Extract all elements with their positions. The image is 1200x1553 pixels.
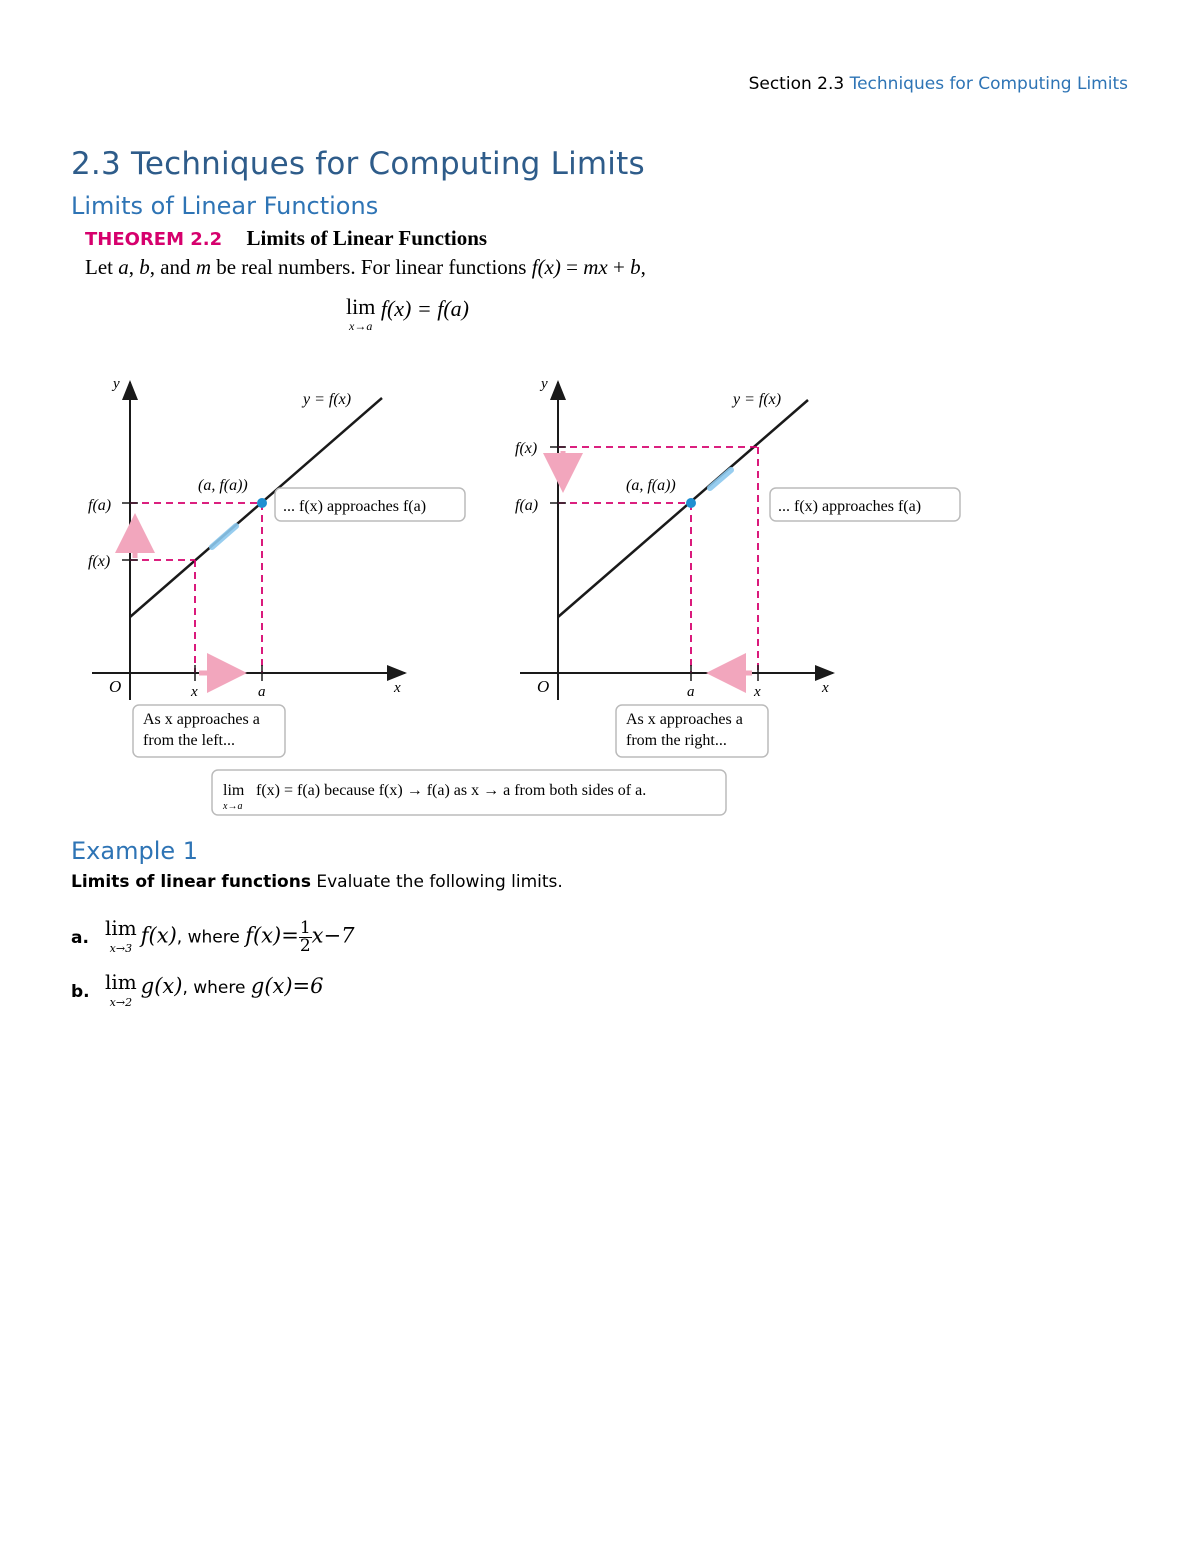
left-label-x: x (191, 684, 198, 700)
theorem-text: , (640, 255, 646, 279)
header-section-title: Techniques for Computing Limits (849, 74, 1128, 94)
right-line-arrow (710, 470, 731, 488)
example-title: Example 1 (71, 837, 199, 865)
left-x-label: x (394, 680, 401, 696)
example-intro-bold: Limits of linear functions (71, 872, 311, 892)
item-fraction (299, 920, 312, 955)
left-approach-text: ... f(x) approaches f(a) (283, 498, 427, 515)
item-expression (141, 974, 324, 998)
theorem-text: + (607, 255, 631, 279)
right-curve-label: y = f(x) (733, 391, 782, 408)
example-intro (71, 872, 563, 892)
left-label-fa: f(a) (88, 497, 112, 514)
equation-body: f(x) = f(a) (380, 296, 469, 321)
theorem-var: mx (583, 255, 608, 279)
header-section-label: Section 2.3 (748, 74, 845, 94)
bottom-summary (212, 770, 726, 815)
left-line-arrow (212, 526, 236, 547)
left-label-fx: f(x) (88, 553, 111, 570)
item-def-rest: x−7 (311, 923, 355, 948)
theorem-text: = (560, 255, 584, 279)
bottom-summary-text: f(x) = f(a) because f(x) → f(a) as x → a from both sides of a. (256, 782, 647, 799)
right-label-fx: f(x) (515, 440, 538, 457)
right-caption-line1: As x approaches a (626, 711, 743, 728)
item-def-lhs: f(x)= (245, 923, 299, 948)
theorem-tag: THEOREM 2.2 (85, 229, 223, 250)
theorem-text: Let (85, 255, 119, 279)
item-where: , where (176, 927, 246, 948)
theorem-text: , (128, 255, 140, 279)
theorem-var: a (118, 255, 129, 279)
left-curve-label: y = f(x) (303, 391, 352, 408)
example-intro-text: Evaluate the following limits. (310, 872, 563, 892)
lim-text: lim (346, 294, 376, 319)
left-origin-label: O (109, 677, 122, 696)
item-label: a. (71, 928, 89, 948)
item-where: , where (182, 978, 251, 998)
left-caption-line2: from the left... (143, 732, 235, 749)
lim-operator (346, 296, 375, 332)
right-label-x: x (754, 684, 761, 700)
right-point-a-fa (686, 498, 696, 508)
left-label-a: a (258, 684, 266, 700)
right-x-label: x (822, 680, 829, 696)
item-expression (141, 920, 355, 955)
example-item-a (71, 918, 354, 955)
right-caption-line2: from the right... (626, 732, 727, 749)
item-lim (105, 972, 137, 1008)
theorem-name: Limits of Linear Functions (246, 226, 488, 250)
section-subtitle: Limits of Linear Functions (71, 192, 379, 220)
fraction-numerator: 1 (299, 918, 311, 938)
right-graph (515, 376, 960, 757)
left-point-label: (a, f(a)) (198, 477, 248, 494)
left-point-a-fa (257, 498, 267, 508)
lim-text: lim (105, 970, 137, 994)
theorem-statement (85, 255, 646, 280)
right-y-label: y (541, 376, 548, 392)
theorem-text: be real numbers. For linear functions (210, 255, 532, 279)
theorem-var: b (139, 255, 150, 279)
theorem-var: f(x) (531, 255, 561, 279)
theorem-equation (346, 296, 469, 332)
right-label-a: a (687, 684, 695, 700)
limit-figure (0, 360, 1200, 830)
example-item-b (71, 972, 324, 1008)
right-label-fa: f(a) (515, 497, 539, 514)
lim-text: lim (105, 916, 137, 940)
theorem-heading (85, 226, 487, 251)
item-def-lhs: g(x)=6 (250, 974, 324, 998)
right-point-label: (a, f(a)) (626, 477, 676, 494)
theorem-var: b (630, 255, 641, 279)
bottom-lim: lim (223, 782, 245, 799)
lim-subscript: x→a (349, 319, 373, 333)
right-origin-label: O (537, 677, 550, 696)
theorem-text: , and (149, 255, 196, 279)
left-caption-line1: As x approaches a (143, 711, 260, 728)
left-graph (88, 376, 465, 757)
page-title: 2.3 Techniques for Computing Limits (71, 146, 645, 182)
page-header (749, 74, 1128, 94)
item-func: g(x) (140, 974, 183, 998)
right-approach-text: ... f(x) approaches f(a) (778, 498, 922, 515)
fraction-denominator: 2 (299, 936, 311, 956)
lim-subscript: x→2 (109, 996, 133, 1009)
theorem-var: m (195, 255, 211, 279)
item-func: f(x) (140, 923, 177, 948)
lim-subscript: x→3 (109, 942, 133, 955)
item-label: b. (71, 982, 90, 1002)
left-y-label: y (113, 376, 120, 392)
item-lim (105, 918, 137, 954)
bottom-lim-sub: x→a (223, 801, 243, 812)
